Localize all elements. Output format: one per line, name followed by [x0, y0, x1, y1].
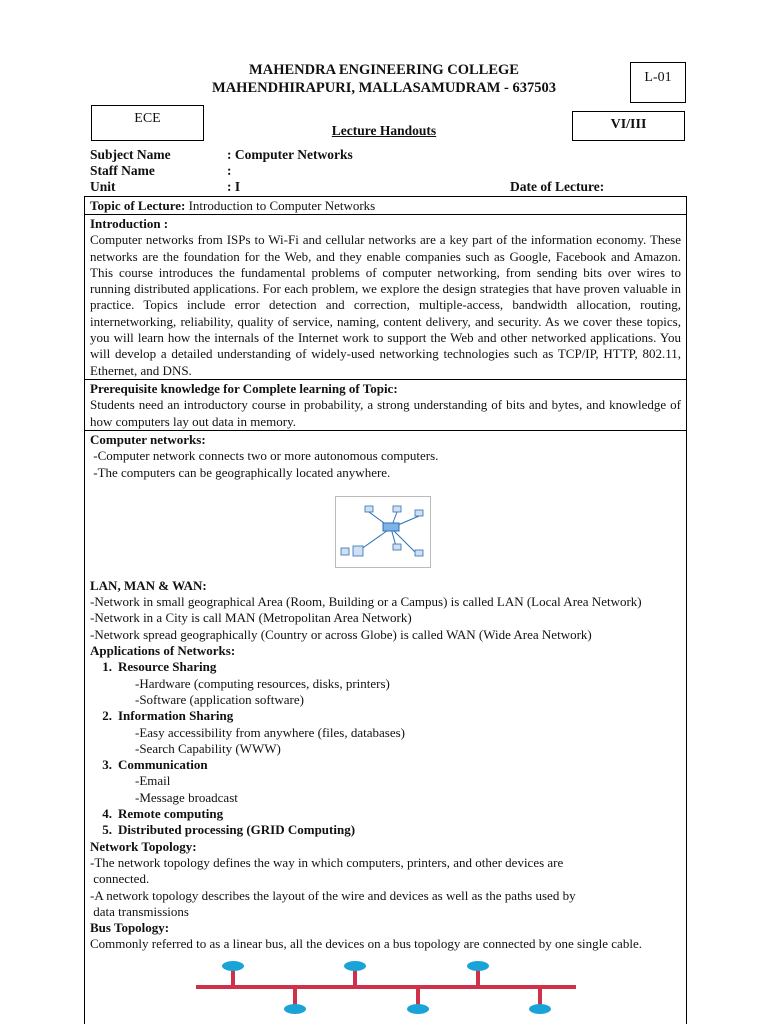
bus-node	[344, 961, 366, 971]
bus-node	[284, 1004, 306, 1014]
networks-heading: Computer networks:	[90, 432, 206, 447]
application-sub: -Hardware (computing resources, disks, printers)	[135, 675, 390, 691]
unit-label: Unit	[90, 179, 116, 194]
staff-value: :	[227, 163, 232, 178]
semester: VI/III	[610, 117, 647, 132]
topic-label: Topic of Lecture:	[90, 198, 186, 213]
college-name: MAHENDRA ENGINEERING COLLEGE	[249, 62, 519, 78]
lan-line: -Network in small geographical Area (Room, Building or a Campus) is called LAN (Local Area Network)	[90, 594, 642, 610]
networks-line-1: -Computer network connects two or more autonomous computers.	[90, 448, 439, 464]
networks-line-2: -The computers can be geographically located anywhere.	[90, 464, 391, 480]
application-sub: -Message broadcast	[135, 789, 238, 805]
application-item: 4. Remote computing	[102, 806, 224, 822]
bus-topology-text: Commonly referred to as a linear bus, all the devices on a bus topology are connected by one single cable.	[90, 936, 642, 952]
prerequisite-text: Students need an introductory course in probability, a strong understanding of bits and bytes, and knowledge of how computers lay out data in memory.	[90, 397, 681, 429]
application-sub: -Search Capability (WWW)	[135, 740, 281, 756]
application-sub: -Software (application software)	[135, 691, 304, 707]
application-title: Information Sharing	[118, 708, 234, 724]
bus-node	[222, 961, 244, 971]
college-address: MAHENDHIRAPURI, MALLASAMUDRAM - 637503	[212, 80, 556, 96]
network-diagram-image	[335, 496, 431, 568]
topology-line-2b: data transmissions	[90, 903, 189, 919]
topology-line-2a: -A network topology describes the layout of the wire and devices as well as the paths used by	[90, 887, 576, 903]
application-title: Remote computing	[118, 806, 224, 822]
application-sub: -Easy accessibility from anywhere (files, databases)	[135, 724, 406, 740]
application-item: 1. Resource Sharing	[102, 659, 217, 675]
application-item: 2. Information Sharing	[102, 708, 234, 724]
bus-node	[467, 961, 489, 971]
topic-value: Introduction to Computer Networks	[188, 198, 376, 213]
application-sub: -Email	[135, 773, 171, 789]
topic-row	[84, 196, 687, 215]
introduction-text: Computer networks from ISPs to Wi-Fi and cellular networks are a key part of the information economy. These networks are the foundation for the Web, and they enable companies such as Google, Facebook and Amazon. This course introduces the fundamental problems of computer networking, from sending bits over wires to running distributed applications. For each problem, we explore the design strategies that have proven valuable in practice. Topics include error detection and correction, multiple-access, bandwidth allocation, routing, internetworking, reliability, quality of service, naming, content delivery, and security. As we cover these topics, you will learn how the internals of the Internet work to support the Web and other networked applications. You will develop a detailed understanding of widely-used networking technologies such as TCP/IP, HTTP, 802.11, Ethernet, and DNS.	[90, 232, 681, 378]
department: ECE	[134, 111, 161, 126]
network-diagram	[335, 496, 431, 568]
application-title: Communication	[118, 757, 208, 773]
bus-topology-heading: Bus Topology:	[90, 920, 170, 936]
prerequisite-heading: Prerequisite knowledge for Complete learning of Topic:	[90, 381, 398, 396]
subject-label: Subject Name	[90, 147, 171, 162]
handout-title: Lecture Handouts	[331, 123, 437, 138]
wan-line: -Network spread geographically (Country or across Globe) is called WAN (Wide Area Network)	[90, 626, 592, 642]
bus-node	[407, 1004, 429, 1014]
semester-box	[572, 111, 685, 141]
application-item: 3. Communication	[102, 757, 208, 773]
subject-value: : Computer Networks	[227, 147, 353, 162]
application-title: Resource Sharing	[118, 659, 217, 675]
lecture-code: L-01	[644, 70, 672, 85]
topology-line-1a: -The network topology defines the way in which computers, printers, and other devices are	[90, 854, 564, 870]
topology-heading: Network Topology:	[90, 838, 197, 854]
date-label: Date of Lecture:	[510, 179, 605, 194]
application-item: 5. Distributed processing (GRID Computing)	[102, 822, 356, 838]
man-line: -Network in a City is call MAN (Metropolitan Area Network)	[90, 610, 412, 626]
content-section	[84, 431, 687, 1024]
bus-node	[529, 1004, 551, 1014]
application-title: Distributed processing (GRID Computing)	[118, 822, 356, 838]
staff-label: Staff Name	[90, 163, 155, 178]
bus-diagram-image	[190, 959, 580, 1019]
topology-line-1b: connected.	[90, 871, 150, 887]
bus-topology-diagram	[190, 959, 580, 1019]
unit-value: : I	[227, 179, 241, 194]
applications-heading: Applications of Networks:	[90, 643, 236, 659]
lan-man-wan-heading: LAN, MAN & WAN:	[90, 577, 207, 593]
lecture-code-box	[630, 62, 686, 103]
prerequisite-section	[84, 380, 687, 431]
introduction-section	[84, 215, 687, 380]
introduction-heading: Introduction :	[90, 216, 169, 231]
